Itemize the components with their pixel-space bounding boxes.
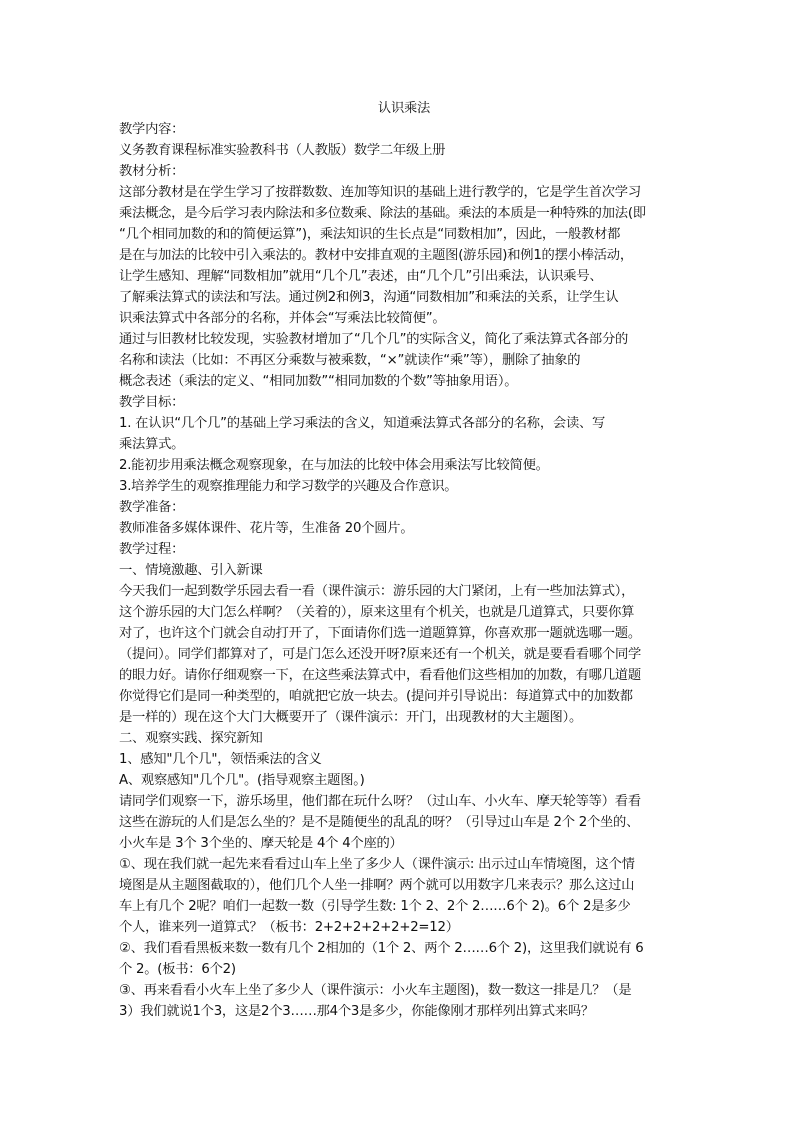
text-line: 你觉得它们是同一种类型的，咱就把它放一块去。(提问并引导说出：每道算式中的加数都: [119, 689, 633, 704]
text-line: “几个相同加数的和的简便运算”)，乘法知识的生长点是“同数相加”，因此，一般教材都: [119, 227, 621, 242]
subsection-heading: A、观察感知"几个几"。(指导观察主题图。): [119, 773, 365, 788]
page-title: 认识乘法: [377, 101, 431, 116]
section-heading: 教学过程：: [119, 542, 185, 557]
text-line: 是一样的）现在这个大门大概要开了（课件演示：开门，出现教材的大主题图）。: [119, 710, 583, 725]
text-line: 1. 在认识“几个几”的基础上学习乘法的含义，知道乘法算式各部分的名称，会读、写: [119, 416, 606, 431]
text-line: 小火车是 3个 3个坐的、摩天轮是 4个 4个座的）: [119, 836, 403, 851]
text-line: 这个游乐园的大门怎么样啊？（关着的），原来这里有个机关，也就是几道算式，只要你算: [119, 605, 635, 620]
text-line: 教师准备多媒体课件、花片等，生准备 20个圆片。: [119, 521, 414, 536]
text-line: 通过与旧教材比较发现，实验教材增加了“几个几”的实际含义，简化了乘法算式各部分的: [119, 332, 629, 347]
text-line: 个人，谁来列一道算式？（板书：2+2+2+2+2+2=12）: [119, 920, 459, 935]
text-line: ①、现在我们就一起先来看看过山车上坐了多少人（课件演示: 出示过山车情境图，这个情: [119, 857, 635, 872]
text-line: 的眼力好。请你仔细观察一下，在这些乘法算式中，看看他们这些相加的加数，有哪几道题: [119, 668, 641, 683]
subsection-heading: 一、情境激趣、引入新课: [119, 563, 263, 578]
text-line: 义务教育课程标准实验教科书（人教版）数学二年级上册: [119, 143, 446, 158]
section-heading: 教学内容：: [119, 122, 185, 137]
text-line: 乘法算式。: [119, 437, 185, 452]
text-line: 乘法概念，是今后学习表内除法和多位数乘、除法的基础。乘法的本质是一种特殊的加法(即: [119, 206, 646, 221]
text-line: 请同学们观察一下，游乐场里，他们都在玩什么呀？（过山车、小火车、摩天轮等等）看看: [119, 794, 641, 809]
text-line: 了解乘法算式的读法和写法。通过例2和例3，沟通“同数相加”和乘法的关系，让学生认: [119, 290, 619, 305]
text-line: 2.能初步用乘法概念观察现象，在与加法的比较中体会用乘法写比较简便。: [119, 458, 549, 473]
text-line: 名称和读法（比如：不再区分乘数与被乘数，“×”就读作“乘”等），删除了抽象的: [119, 353, 581, 368]
text-line: 车上有几个 2呢？咱们一起数一数（引导学生数: 1个 2、2个 2……6个 2)。6个 2是多少: [119, 899, 631, 914]
text-line: 今天我们一起到数学乐园去看一看（课件演示：游乐园的大门紧闭，上有一些加法算式），: [119, 584, 635, 599]
text-line: 3.培养学生的观察推理能力和学习数学的兴趣及合作意识。: [119, 479, 458, 494]
text-line: （提问）。同学们都算对了，可是门怎么还没开呀?原来还有一个机关，就是要看看哪个同学: [119, 647, 642, 662]
section-heading: 教学准备：: [119, 500, 185, 515]
text-line: 3）我们就说1个3，这是2个3……那4个3是多少，你能像刚才那样列出算式来吗？: [119, 1004, 594, 1019]
subsection-heading: 1、感知"几个几"，领悟乘法的含义: [119, 752, 322, 767]
text-line: 让学生感知、理解“同数相加”就用“几个几”表述，由“几个几”引出乘法，认识乘号、: [119, 269, 603, 284]
section-heading: 教材分析：: [119, 164, 185, 179]
section-heading: 教学目标：: [119, 395, 185, 410]
text-line: 概念表述（乘法的定义、“相同加数”“相同加数的个数”等抽象用语）。: [119, 374, 518, 389]
text-line: 对了，也许这个门就会自动打开了，下面请你们选一道题算算，你喜欢那一题就选哪一题。: [119, 626, 641, 641]
document-body: [119, 119, 679, 1022]
document-page: [119, 98, 679, 1022]
text-line: 这部分教材是在学生学习了按群数数、连加等知识的基础上进行教学的，它是学生首次学习: [119, 185, 641, 200]
text-line: 这些在游玩的人们是怎么坐的？是不是随便坐的乱乱的呀？（引导过山车是 2个 2个坐的、: [119, 815, 640, 830]
text-line: 是在与加法的比较中引入乘法的。教材中安排直观的主题图(游乐园)和例1的摆小棒活动，: [119, 248, 633, 263]
text-line: 境图是从主题图截取的），他们几个人坐一排啊？两个就可以用数字几来表示？那么这过山: [119, 878, 635, 893]
subsection-heading: 二、观察实践、探究新知: [119, 731, 263, 746]
text-line: ③、再来看看小火车上坐了多少人（课件演示：小火车主题图)，数一数这一排是几？（是: [119, 983, 632, 998]
text-line: 个 2。(板书：6个2): [119, 962, 236, 977]
text-line: 识乘法算式中各部分的名称，并体会“写乘法比较简便”。: [119, 311, 446, 326]
text-line: ②、我们看看黑板来数一数有几个 2相加的（1个 2、两个 2……6个 2)，这里我们就说有 6: [119, 941, 644, 956]
